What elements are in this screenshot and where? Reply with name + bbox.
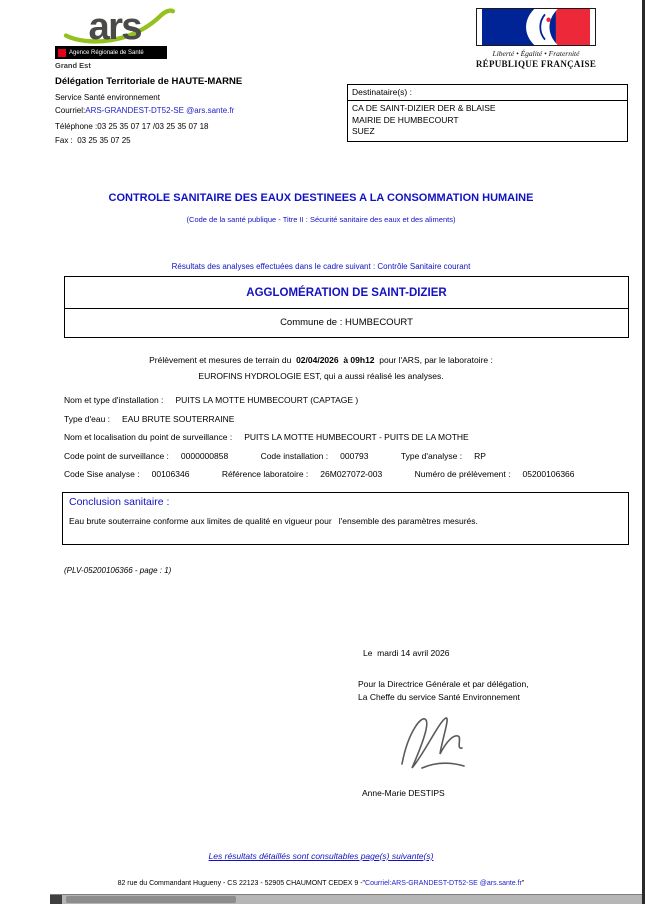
detail-pair xyxy=(261,451,369,461)
conclusion-box xyxy=(62,492,629,545)
detail-value: 000793 xyxy=(340,450,369,461)
french-flag-marianne-icon xyxy=(476,8,596,46)
detail-label: Référence laboratoire : xyxy=(221,469,309,479)
date-line: Le mardi 14 avril 2026 xyxy=(363,648,450,658)
detail-label: Numéro de prélèvement : xyxy=(414,469,511,479)
document-title: CONTROLE SANITAIRE DES EAUX DESTINEES A LA CONSOMMATION HUMAINE xyxy=(108,192,534,204)
delegation-title: Délégation Territoriale de HAUTE-MARNE xyxy=(55,76,243,87)
detail-pair xyxy=(415,469,575,479)
ars-wordmark-graphic xyxy=(55,6,183,46)
handwritten-signature xyxy=(392,710,478,776)
scrollbar-corner xyxy=(50,895,62,904)
ars-region-label: Grand Est xyxy=(55,61,91,70)
document-subtitle: (Code de la santé publique - Titre II : Sécurité sanitaire des eaux et des aliments) xyxy=(186,215,456,224)
installation-details xyxy=(64,395,636,488)
conclusion-title: Conclusion sanitaire : xyxy=(69,496,170,508)
delegation-line-1: Pour la Directrice Générale et par délégation, xyxy=(358,679,529,689)
detail-pair xyxy=(64,395,358,405)
horizontal-scrollbar[interactable] xyxy=(50,894,642,904)
location-box xyxy=(64,276,629,338)
footer-closing-quote: " xyxy=(521,880,525,887)
detail-row xyxy=(64,469,636,479)
detail-label: Code Sise analyse : xyxy=(64,469,140,479)
detail-row xyxy=(64,395,636,405)
signatory-name: Anne-Marie DESTIPS xyxy=(362,788,445,798)
laboratory-line: EUROFINS HYDROLOGIE EST, qui a aussi réalisé les analyses. xyxy=(198,371,444,381)
analysis-context-line: Résultats des analyses effectuées dans le cadre suivant : Contrôle Sanitaire courant xyxy=(171,262,471,271)
ars-agency-bar xyxy=(55,46,167,59)
detail-value: PUITS LA MOTTE HUMBECOURT (CAPTAGE ) xyxy=(175,395,359,405)
scrollbar-thumb[interactable] xyxy=(66,896,236,903)
detail-pair xyxy=(64,469,189,479)
detail-value: 0000000858 xyxy=(180,450,229,461)
courriel-line xyxy=(55,106,340,115)
detail-row xyxy=(64,451,636,461)
detail-value: PUITS LA MOTTE HUMBECOURT - PUITS DE LA MOTHE xyxy=(244,432,469,442)
footer-address: 82 rue du Commandant Hugueny - CS 22123 - 52905 CHAUMONT CEDEX 9 -" xyxy=(117,880,366,887)
detail-label: Nom et localisation du point de surveillance : xyxy=(64,432,233,442)
detail-label: Nom et type d'installation : xyxy=(64,395,164,405)
detail-row xyxy=(64,432,636,442)
sampling-datetime: 02/04/2026 à 09h12 xyxy=(296,355,375,365)
ars-red-square-icon xyxy=(58,49,66,57)
detail-pair xyxy=(222,469,382,479)
telephone-line: Téléphone :03 25 35 07 17 /03 25 35 07 18 xyxy=(55,122,209,131)
ars-logo xyxy=(55,6,195,70)
delegation-line-2: La Cheffe du service Santé Environnement xyxy=(358,691,520,702)
sender-block xyxy=(55,76,340,145)
recipients-label-box: Destinataire(s) : xyxy=(347,84,628,101)
signature-delegation-block xyxy=(358,678,529,703)
detail-value: EAU BRUTE SOUTERRAINE xyxy=(122,413,235,424)
detail-value: RP xyxy=(474,450,486,461)
detail-pair xyxy=(64,432,469,442)
recipient-name: SUEZ xyxy=(352,126,375,136)
commune-line: Commune de : HUMBECOURT xyxy=(280,317,413,328)
detail-value: 00106346 xyxy=(151,469,190,479)
recipient-name: MAIRIE DE HUMBECOURT xyxy=(352,114,459,125)
recipient-name: CA DE SAINT-DIZIER DER & BLAISE xyxy=(352,103,496,113)
detail-label: Type d'eau : xyxy=(64,413,111,424)
sampling-post: pour l'ARS, par le laboratoire : xyxy=(374,355,493,365)
detail-value: 05200106366 xyxy=(522,469,575,479)
service-line: Service Santé environnement xyxy=(55,93,160,102)
courriel-label: Courriel: xyxy=(55,106,86,115)
footer xyxy=(0,880,642,887)
recipients-block xyxy=(347,84,628,142)
conclusion-text: Eau brute souterraine conforme aux limites de qualité en vigueur pour l'ensemble des paramètres mesurés. xyxy=(69,516,478,526)
republic-motto: Liberté • Égalité • Fraternité xyxy=(492,49,580,58)
detailed-results-link[interactable]: Les résultats détaillés sont consultables page(s) suivante(s) xyxy=(208,851,434,861)
republic-name: RÉPUBLIQUE FRANÇAISE xyxy=(475,59,597,69)
sampling-line xyxy=(0,355,642,365)
ars-agency-label: Agence Régionale de Santé xyxy=(69,49,144,56)
detail-label: Type d'analyse : xyxy=(400,450,463,461)
fax-line: Fax : 03 25 35 07 25 xyxy=(55,136,131,145)
results-line xyxy=(0,846,642,864)
detail-label: Code installation : xyxy=(260,450,329,461)
courriel-link[interactable]: ARS-GRANDEST-DT52-SE @ars.sante.fr xyxy=(85,106,235,115)
ars-wordmark: ars xyxy=(88,6,141,46)
republique-francaise-logo xyxy=(474,8,598,69)
agglomeration-title: AGGLOMÉRATION DE SAINT-DIZIER xyxy=(246,287,447,299)
detail-pair xyxy=(64,451,228,461)
detail-value: 26M027072-003 xyxy=(320,469,383,479)
detail-pair xyxy=(64,414,234,424)
recipients-names-box xyxy=(347,100,628,142)
page-reference-note: (PLV-05200106366 - page : 1) xyxy=(64,566,172,575)
detail-label: Code point de surveillance : xyxy=(64,450,169,461)
detail-pair xyxy=(401,451,486,461)
sampling-pre: Prélèvement et mesures de terrain du xyxy=(149,355,297,365)
detail-row xyxy=(64,414,636,424)
footer-courriel-link[interactable]: Courriel:ARS-GRANDEST-DT52-SE @ars.sante.fr xyxy=(365,880,522,887)
